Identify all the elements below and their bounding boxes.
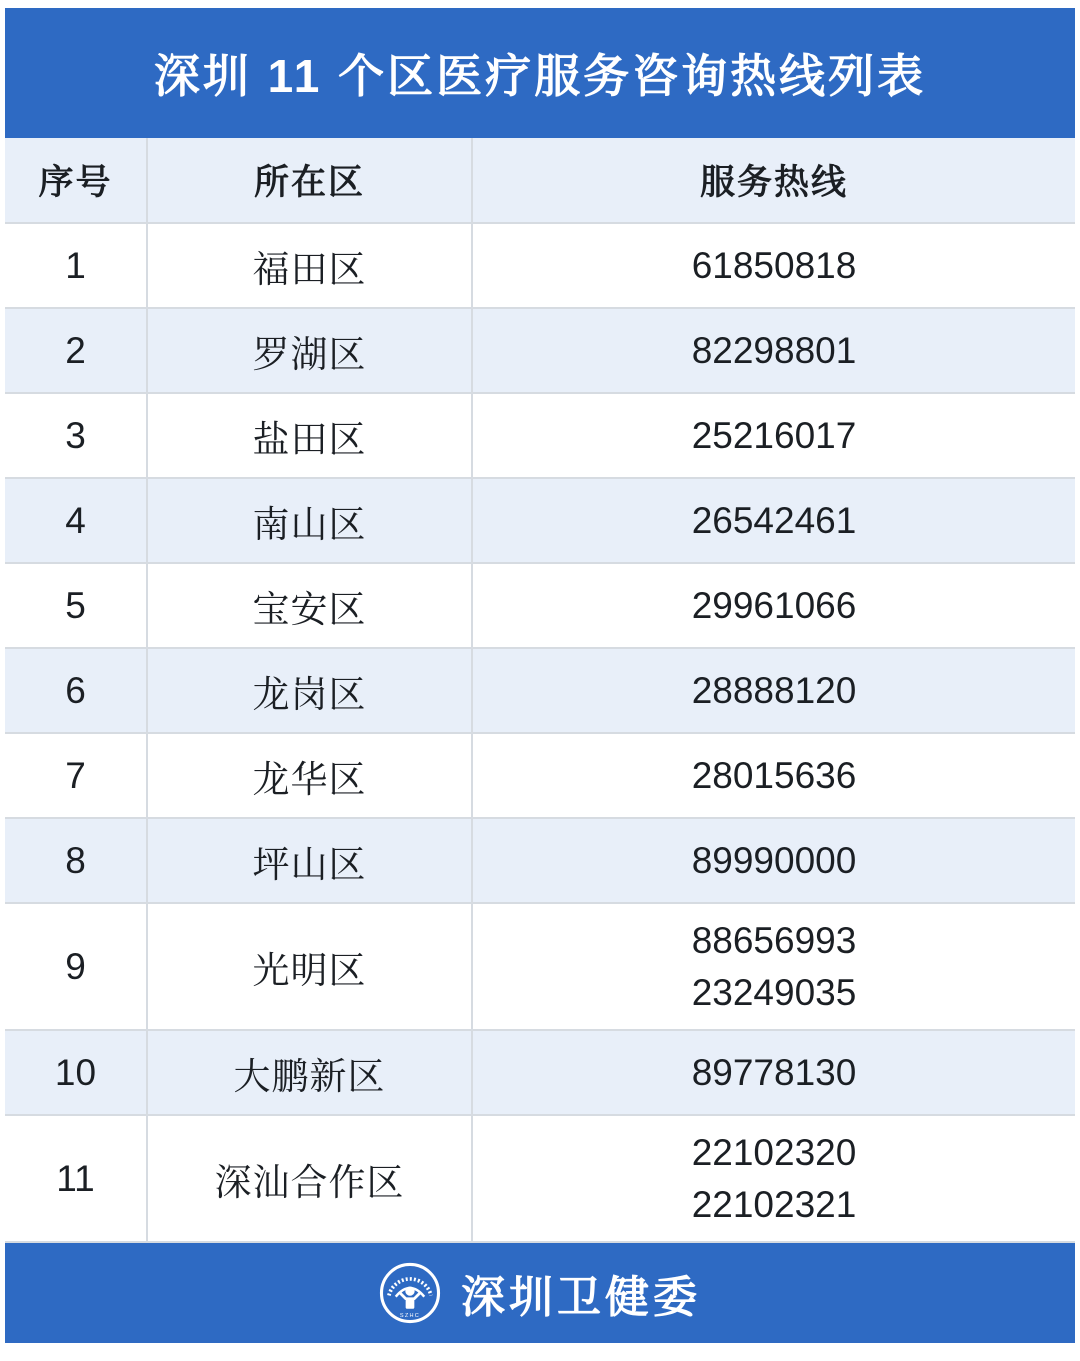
hotline-number: 22102320: [691, 1131, 857, 1173]
row-number-cell: 11: [5, 1115, 147, 1242]
hotline-number: 89990000: [691, 839, 857, 881]
hotline-number: 25216017: [691, 414, 857, 456]
hotline-cell: [472, 563, 1075, 648]
district-cell: 深汕合作区: [147, 1115, 472, 1242]
footer-banner: [5, 1243, 1075, 1343]
hotline-number: 61850818: [691, 244, 857, 286]
table-row: [5, 223, 1075, 308]
row-number-cell: 5: [5, 563, 147, 648]
hotline-cell: [472, 903, 1075, 1030]
table-row: [5, 1030, 1075, 1115]
district-cell: 坪山区: [147, 818, 472, 903]
row-number-cell: 2: [5, 308, 147, 393]
column-header-district: 所在区: [147, 138, 472, 223]
table-row: [5, 733, 1075, 818]
hotline-cell: [472, 648, 1075, 733]
row-number-cell: 1: [5, 223, 147, 308]
row-number-cell: 3: [5, 393, 147, 478]
column-header-no: 序号: [5, 138, 147, 223]
district-cell: 南山区: [147, 478, 472, 563]
hotline-cell: [472, 1030, 1075, 1115]
hotline-cell: [472, 733, 1075, 818]
hotline-number: 28888120: [691, 669, 857, 711]
row-number-cell: 4: [5, 478, 147, 563]
district-cell: 大鹏新区: [147, 1030, 472, 1115]
table-row: [5, 563, 1075, 648]
district-cell: 龙岗区: [147, 648, 472, 733]
hotline-cell: [472, 1115, 1075, 1242]
table-row: [5, 308, 1075, 393]
row-number-cell: 7: [5, 733, 147, 818]
hotline-number: 88656993: [691, 919, 857, 961]
hotline-table: [5, 138, 1075, 1243]
district-cell: 宝安区: [147, 563, 472, 648]
logo-text: SZHC: [399, 1313, 421, 1320]
table-row: [5, 393, 1075, 478]
table-row: [5, 903, 1075, 1030]
hotline-number: 28015636: [691, 754, 857, 796]
hotline-cell: [472, 223, 1075, 308]
district-cell: 光明区: [147, 903, 472, 1030]
table-header-row: [5, 138, 1075, 223]
hotline-cell: [472, 308, 1075, 393]
table-row: [5, 818, 1075, 903]
hotline-number: 23249035: [691, 971, 857, 1013]
row-number-cell: 8: [5, 818, 147, 903]
footer-org-name: 深圳卫健委: [461, 1273, 701, 1322]
row-number-cell: 10: [5, 1030, 147, 1115]
district-cell: 盐田区: [147, 393, 472, 478]
column-header-hotline: 服务热线: [472, 138, 1075, 223]
hotline-cell: [472, 393, 1075, 478]
table-row: [5, 478, 1075, 563]
district-cell: 福田区: [147, 223, 472, 308]
hotline-number: 22102321: [691, 1183, 857, 1225]
district-cell: 龙华区: [147, 733, 472, 818]
hotline-number: 89778130: [691, 1051, 857, 1093]
title-banner: [5, 8, 1075, 138]
table-row: [5, 648, 1075, 733]
health-commission-logo-icon: [379, 1262, 441, 1324]
hotline-number: 29961066: [691, 584, 857, 626]
row-number-cell: 6: [5, 648, 147, 733]
district-cell: 罗湖区: [147, 308, 472, 393]
hotline-number: 26542461: [691, 499, 857, 541]
hotline-cell: [472, 478, 1075, 563]
hotline-number: 82298801: [691, 329, 857, 371]
row-number-cell: 9: [5, 903, 147, 1030]
hotline-cell: [472, 818, 1075, 903]
page-title: 深圳 11 个区医疗服务咨询热线列表: [153, 50, 927, 102]
table-row: [5, 1115, 1075, 1242]
